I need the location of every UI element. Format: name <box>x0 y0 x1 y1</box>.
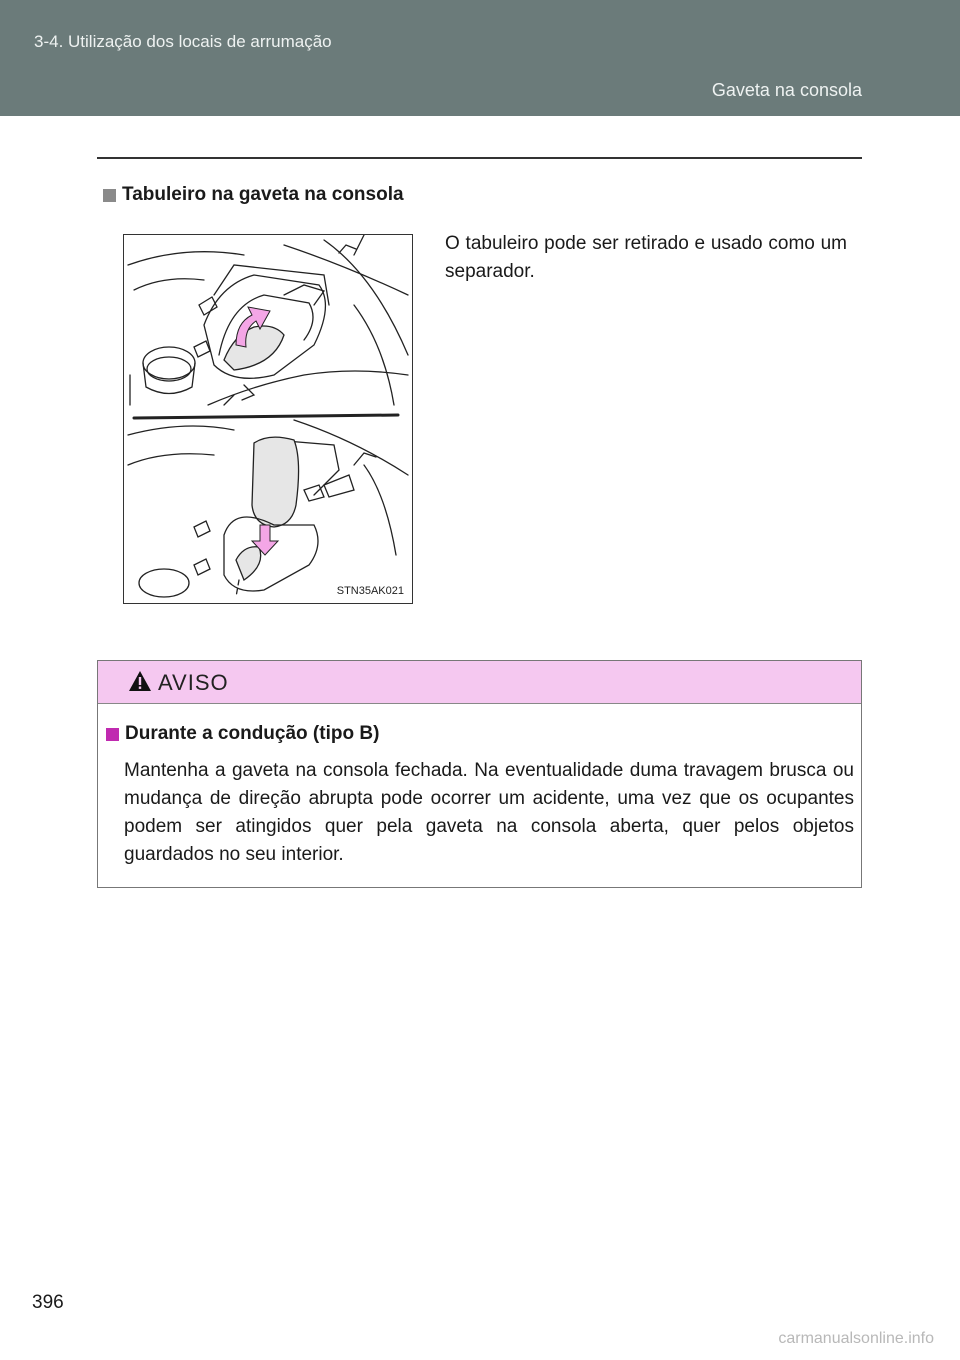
console-drawing <box>124 235 412 603</box>
warning-label: AVISO <box>158 670 229 695</box>
bullet-square-icon <box>103 189 116 202</box>
tray-heading-text: Tabuleiro na gaveta na consola <box>122 184 404 205</box>
warning-bar <box>98 661 861 704</box>
bullet-square-icon <box>106 728 119 741</box>
page-header <box>0 0 960 116</box>
subsection-title: Gaveta na consola <box>711 80 862 100</box>
console-tray-illustration <box>123 234 413 604</box>
tray-heading <box>103 184 404 206</box>
watermark: carmanualsonline.info <box>778 1330 934 1347</box>
figure-code: STN35AK021 <box>336 585 404 597</box>
warning-text: Mantenha a gaveta na consola fechada. Na eventualidade duma travagem brusca ou mudança de direção abrupta pode ocorrer um acidente, uma vez que os ocupantes podem ser atingidos quer pela gaveta na consola aberta, quer pelos objetos guardados no seu interior. <box>124 760 854 865</box>
page-number: 396 <box>32 1292 64 1313</box>
section-title: 3-4. Utilização dos locais de arrumação <box>34 32 332 51</box>
tray-description: O tabuleiro pode ser retirado e usado como um separador. <box>445 233 847 282</box>
warning-heading <box>106 723 379 745</box>
warning-triangle-icon <box>128 670 152 692</box>
warning-heading-text: Durante a condução (tipo B) <box>125 723 380 744</box>
top-rule <box>97 157 862 159</box>
warning-box <box>97 660 862 888</box>
